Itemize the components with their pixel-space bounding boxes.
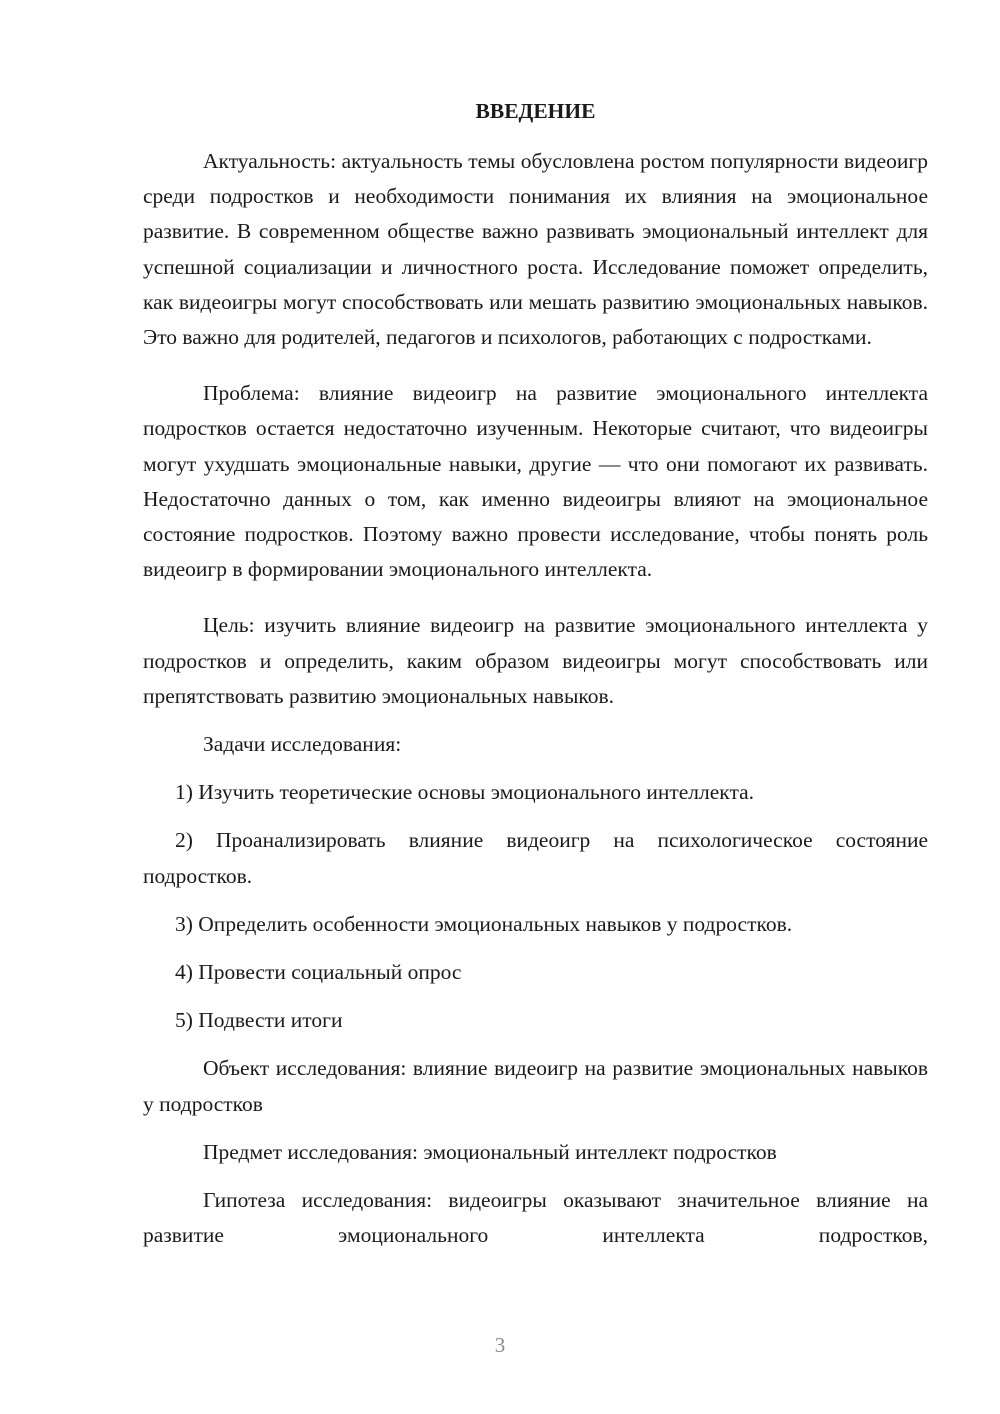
section-title: ВВЕДЕНИЕ [475,99,596,123]
object-paragraph: Объект исследования: влияние видеоигр на развитие эмоциональных навыков у подростков [143,1056,928,1116]
page-number: 3 [494,1333,506,1357]
problem-paragraph: Проблема: влияние видеоигр на развитие эмоционального интеллекта подростков остается недостаточно изученным. Некоторые считают, что видеоигры могут ухудшать эмоциональные навыки, другие — что они помогают их развивать. Недостаточно данных о том, как именно видеоигры влияют на эмоциональное состояние подростков. Поэтому важно провести исследование, чтобы понять роль видеоигр в формировании эмоционального интеллекта. [143,381,928,582]
tasks-heading: Задачи исследования: [203,732,402,757]
goal-paragraph: Цель: изучить влияние видеоигр на развитие эмоционального интеллекта у подростков и определить, каким образом видеоигры могут способствовать или препятствовать развитию эмоциональных навыков. [143,613,928,708]
task-item-1: 1) Изучить теоретические основы эмоционального интеллекта. [175,780,755,805]
task-item-4: 4) Провести социальный опрос [175,960,462,985]
subject-paragraph: Предмет исследования: эмоциональный интеллект подростков [203,1139,777,1164]
task-item-3: 3) Определить особенности эмоциональных навыков у подростков. [175,911,793,936]
relevance-paragraph: Актуальность: актуальность темы обусловлена ростом популярности видеоигр среди подростков и необходимости понимания их влияния на эмоциональное развитие. В современном обществе важно развивать эмоциональный интеллект для успешной социализации и личностного роста. Исследование поможет определить, как видеоигры могут способствовать или мешать развитию эмоциональных навыков. Это важно для родителей, педагогов и психологов, работающих с подростками. [143,149,928,350]
document-page [143,92,928,1253]
task-item-5: 5) Подвести итоги [175,1008,343,1033]
task-item-2: 2) Проанализировать влияние видеоигр на психологическое состояние подростков. [143,828,928,888]
hypothesis-paragraph: Гипотеза исследования: видеоигры оказывают значительное влияние на развитие эмоционального интеллекта подростков, [143,1188,928,1248]
